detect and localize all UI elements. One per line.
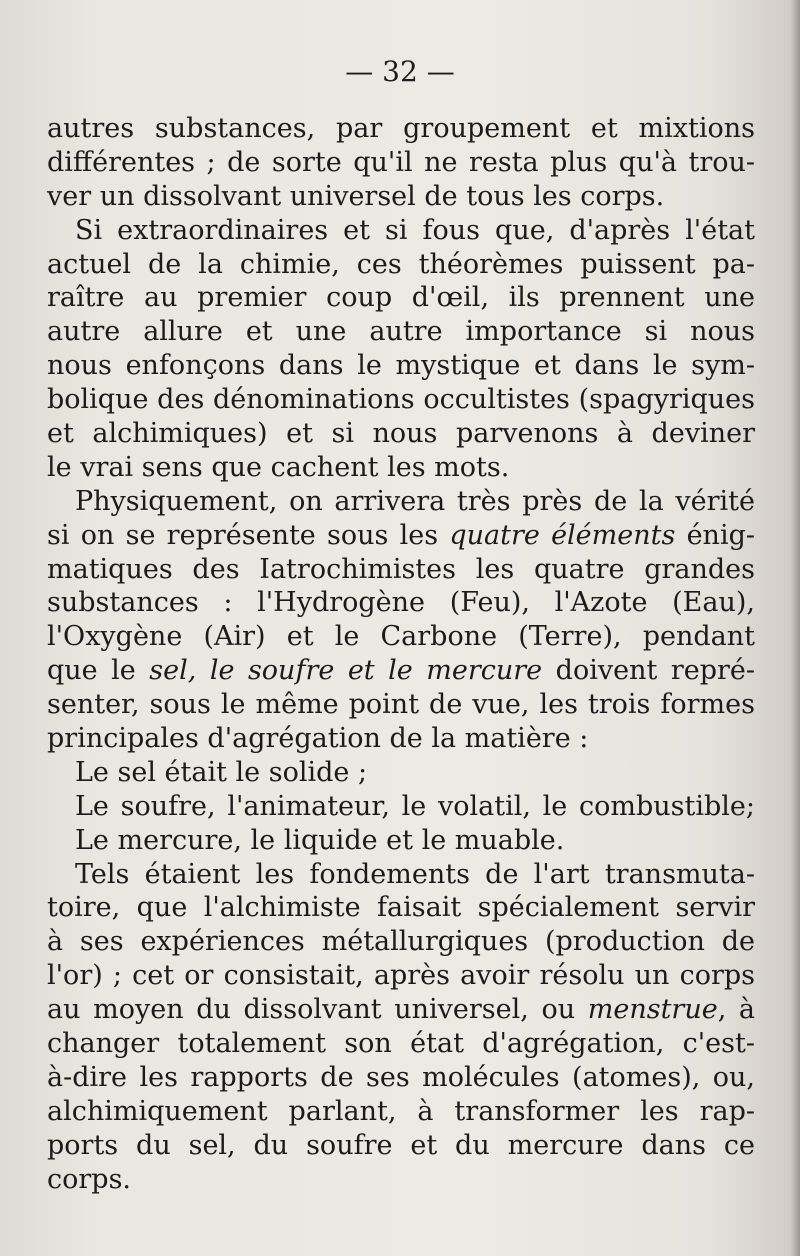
text-line: autre allure et une autre importance si nous: [47, 316, 755, 348]
text-line: principales d'agrégation de la matière :: [47, 723, 589, 755]
text-segment: au moyen du dissolvant universel, ou: [47, 994, 588, 1026]
text-line: Si extraordinaires et si fous que, d'après l'état: [75, 214, 755, 246]
text-line: différentes ; de sorte qu'il ne resta plus qu'à trou-: [47, 146, 755, 178]
text-line: l'or) ; cet or consistait, après avoir résolu un corps: [47, 960, 755, 992]
text-line: autres substances, par groupement et mixtions: [47, 113, 755, 144]
text-line: Le mercure, le liquide et le muable.: [75, 824, 565, 856]
text-line: raître au premier coup d'œil, ils prennent une: [47, 282, 755, 314]
text-line: le vrai sens que cachent les mots.: [47, 451, 510, 483]
text-line: corps.: [47, 1163, 132, 1195]
text-segment: si on se représente sous les: [47, 519, 450, 551]
text-line: [47, 993, 755, 1027]
text-line: bolique des dénominations occultistes (spagyriques: [47, 384, 755, 416]
text-segment: doivent repré-: [542, 655, 755, 687]
text-line: à ses expériences métallurgiques (production de: [47, 926, 755, 958]
text-line: ver un dissolvant universel de tous les corps.: [47, 180, 665, 212]
italic-term: sel, le soufre et le mercure: [149, 655, 543, 687]
text-line: changer totalement son état d'agrégation, c'est-: [47, 1028, 755, 1060]
text-line: alchimiquement parlant, à transformer les rap-: [47, 1095, 755, 1127]
text-line: Physiquement, on arrivera très près de la vérité: [75, 485, 755, 517]
page-number: — 32 —: [345, 55, 455, 88]
text-line: l'Oxygène (Air) et le Carbone (Terre), pendant: [47, 621, 755, 653]
text-line: Tels étaient les fondements de l'art transmuta-: [75, 858, 755, 890]
text-line: [47, 654, 755, 688]
text-line: et alchimiques) et si nous parvenons à deviner: [47, 418, 755, 450]
text-line: nous enfonçons dans le mystique et dans le sym-: [47, 350, 755, 382]
text-line: substances : l'Hydrogène (Feu), l'Azote (Eau),: [47, 587, 755, 619]
italic-term: quatre éléments: [449, 519, 676, 551]
text-line: Le soufre, l'animateur, le volatil, le combustible;: [75, 790, 755, 822]
text-line: Le sel était le solide ;: [75, 756, 368, 788]
text-line: actuel de la chimie, ces théorèmes puissent pa-: [47, 248, 755, 280]
text-line: toire, que l'alchimiste faisait spécialement servir: [47, 892, 755, 924]
text-line: senter, sous le même point de vue, les trois formes: [47, 689, 755, 721]
italic-term: menstrue: [587, 994, 718, 1026]
text-segment: énig-: [675, 519, 755, 551]
text-segment: , à: [717, 994, 756, 1026]
text-segment: que le: [47, 655, 150, 687]
text-line: matiques des Iatrochimistes les quatre grandes: [47, 553, 755, 585]
text-line: ports du sel, du soufre et du mercure dans ce: [47, 1129, 755, 1161]
text-line: [47, 519, 755, 553]
body-text: [47, 112, 755, 1197]
text-line: à-dire les rapports de ses molécules (atomes), ou,: [47, 1061, 755, 1093]
